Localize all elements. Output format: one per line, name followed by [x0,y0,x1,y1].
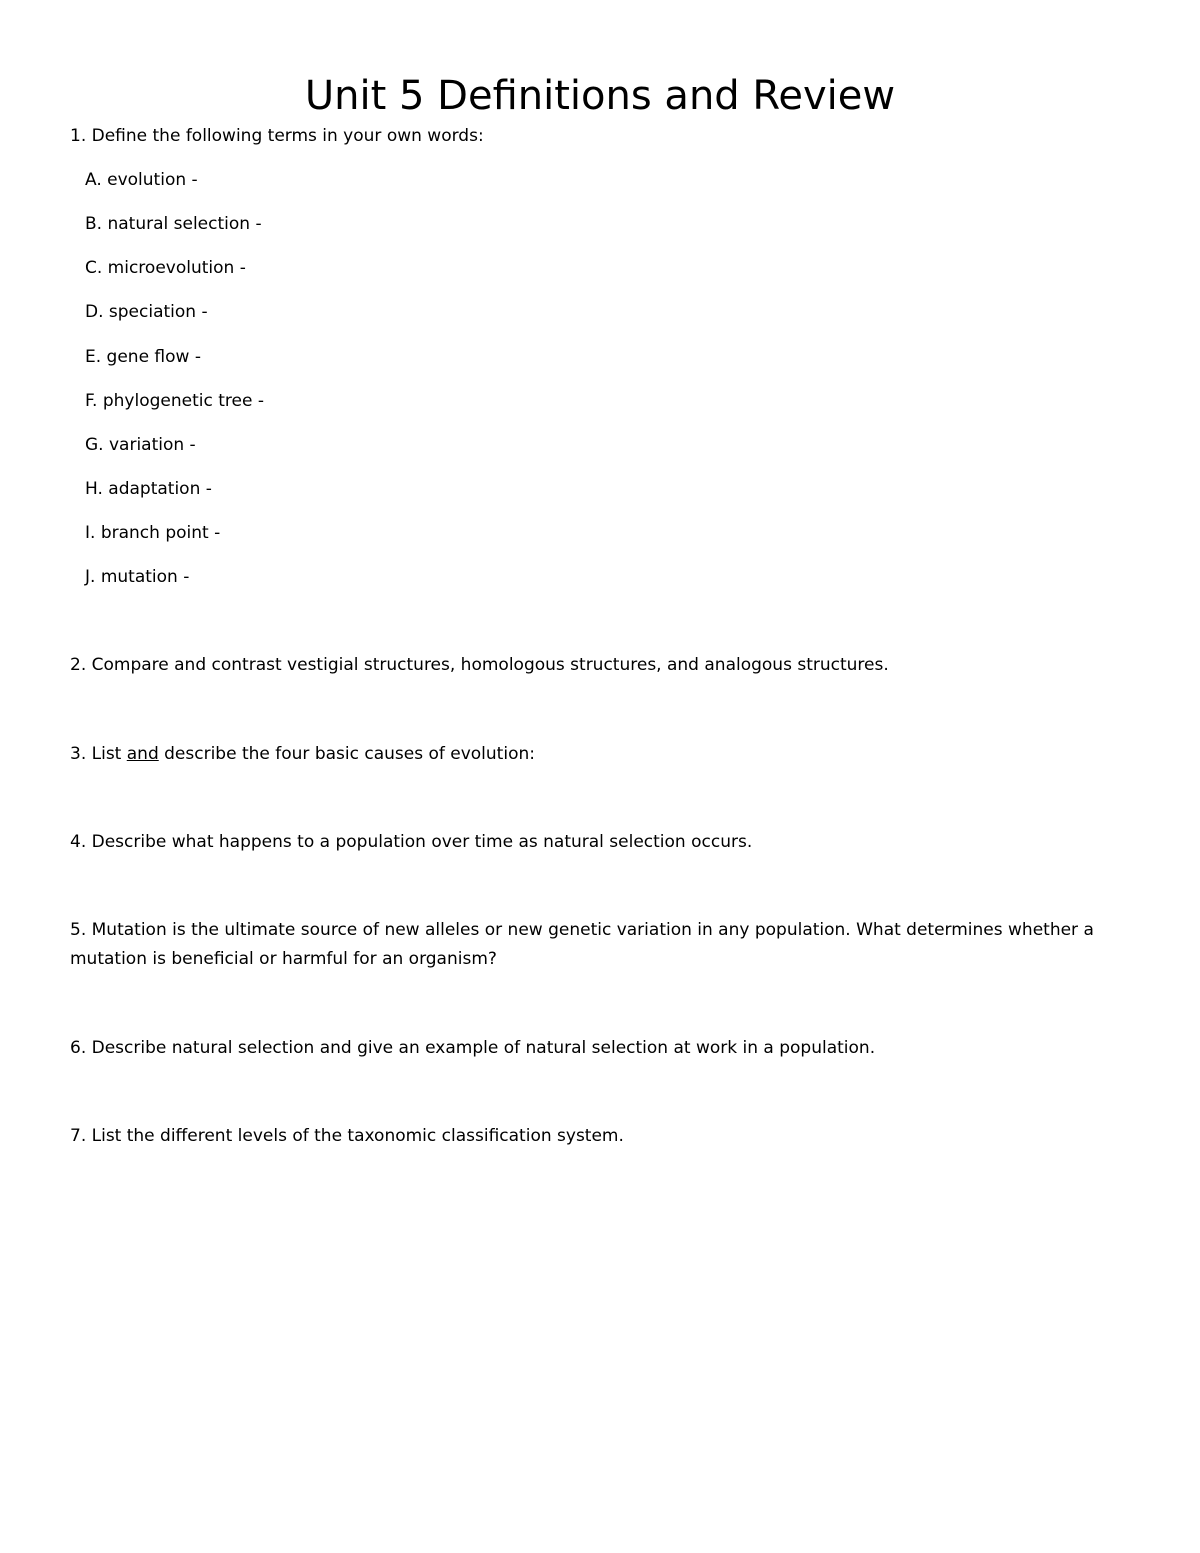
term-variation: G. variation - [85,435,196,455]
term-gene-flow: E. gene flow - [85,347,201,367]
question-5-line-2: mutation is beneficial or harmful for an organism? [70,949,497,969]
term-mutation: J. mutation - [85,567,190,587]
term-phylogenetic-tree: F. phylogenetic tree - [85,391,264,411]
question-7: 7. List the different levels of the taxonomic classification system. [70,1126,624,1146]
question-1: 1. Define the following terms in your own words: [70,126,484,146]
question-5-line-1: 5. Mutation is the ultimate source of new alleles or new genetic variation in any population. What determines whether a [70,920,1094,940]
term-adaptation: H. adaptation - [85,479,212,499]
term-evolution: A. evolution - [85,170,198,190]
question-3-prefix: 3. List [70,744,127,764]
question-2: 2. Compare and contrast vestigial structures, homologous structures, and analogous structures. [70,655,889,675]
question-3-suffix: describe the four basic causes of evolution: [158,744,535,764]
question-6: 6. Describe natural selection and give an example of natural selection at work in a population. [70,1038,876,1058]
term-natural-selection: B. natural selection - [85,214,262,234]
question-3-underlined: and [126,744,159,764]
page-title: Unit 5 Definitions and Review [304,73,896,119]
question-3 [70,742,535,766]
term-speciation: D. speciation - [85,302,208,322]
term-microevolution: C. microevolution - [85,258,246,278]
question-4: 4. Describe what happens to a population over time as natural selection occurs. [70,832,753,852]
term-branch-point: I. branch point - [85,523,221,543]
